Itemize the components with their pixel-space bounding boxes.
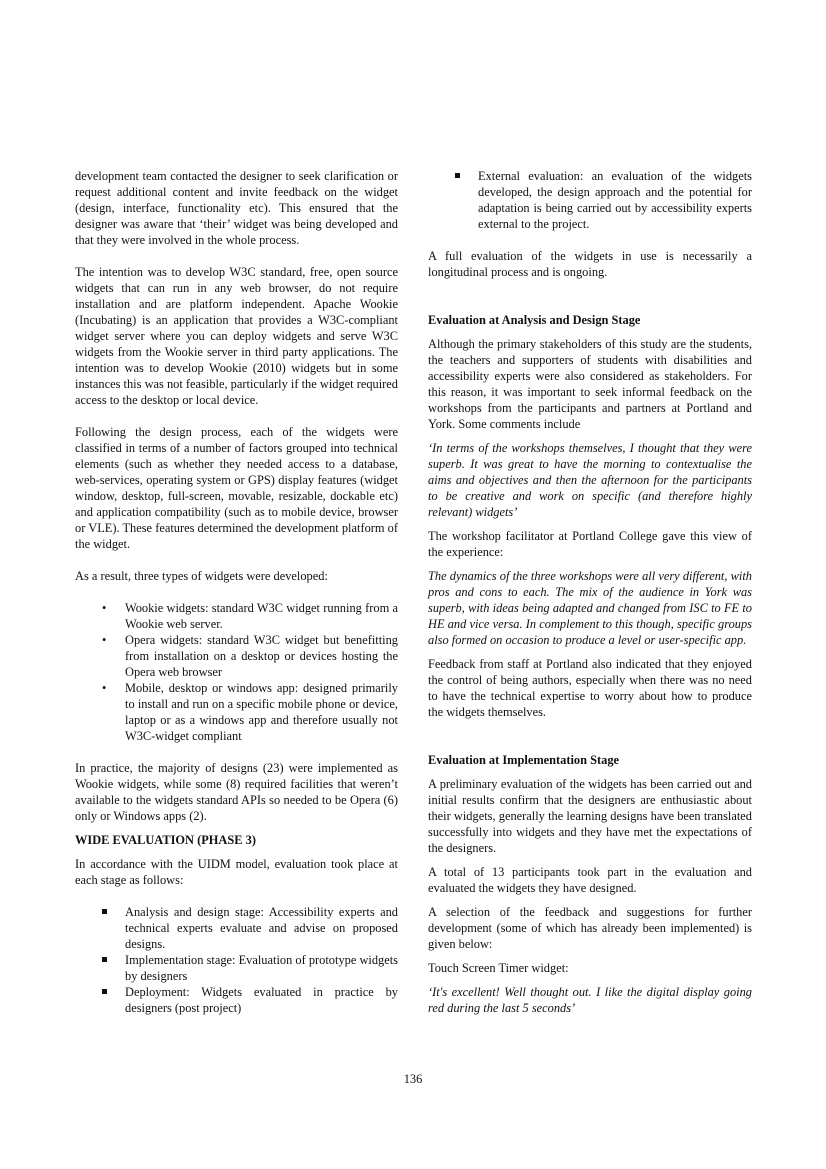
quote: The dynamics of the three workshops were all very different, with pros and cons to each. The mix of the audience in York was superb, with ideas being adapted and changed from ISC to FE to HE and vice versa. In complement to this though, specific groups also formed on occasion to produce a level or user-specific app. (428, 569, 752, 647)
paragraph: The workshop facilitator at Portland College gave this view of the experience: (428, 529, 752, 559)
paragraph: Following the design process, each of the widgets were classified in terms of a number of factors grouped into technical elements (such as whether they needed access to a database, web-services, operating system or GPS) display features (widget window, desktop, full-screen, movable, resizable, dockable etc) and application compatibility (such as to mobile device, browser or VLE). These features determined the development platform of the widget. (75, 425, 398, 551)
list-item: External evaluation: an evaluation of the widgets developed, the design approach and the potential for adaptation is being carried out by accessibility experts external to the project. (428, 168, 752, 232)
paragraph: A full evaluation of the widgets in use is necessarily a longitudinal process and is ongoing. (428, 249, 752, 279)
list-item: Deployment: Widgets evaluated in practice by designers (post project) (75, 984, 398, 1016)
paragraph: In accordance with the UIDM model, evaluation took place at each stage as follows: (75, 857, 398, 887)
widget-types-list (75, 600, 398, 744)
square-bullet-icon (102, 989, 107, 994)
section-heading: WIDE EVALUATION (PHASE 3) (75, 833, 256, 847)
list-item: • Mobile, desktop or windows app: designed primarily to install and run on a specific mobile phone or device, laptop or as a windows app and therefore usually not W3C-widget compliant (102, 681, 398, 743)
paragraph: As a result, three types of widgets were developed: (75, 569, 328, 583)
bullet-icon: • (102, 681, 107, 695)
right-column (428, 168, 752, 1024)
paragraph: Although the primary stakeholders of this study are the students, the teachers and supporters of students with disabilities and accessibility experts were also considered as stakeholders. For this reason, it was important to seek informal feedback on the workshops from the participants and partners at Portland and York. Some comments include (428, 337, 752, 431)
square-bullet-icon (102, 957, 107, 962)
quote: ‘In terms of the workshops themselves, I thought that they were superb. It was great to have the morning to contextualise the aims and objectives and then the afternoon for the participants to be creative and work on specific (and therefore highly relevant) widgets’ (428, 441, 752, 519)
subsection-heading: Evaluation at Implementation Stage (428, 753, 620, 767)
square-bullet-icon (455, 173, 460, 178)
list-item: Implementation stage: Evaluation of prototype widgets by designers (75, 952, 398, 984)
paragraph: A selection of the feedback and suggestions for further development (some of which has already been implemented) is given below: (428, 905, 752, 951)
paragraph: A total of 13 participants took part in the evaluation and evaluated the widgets they have designed. (428, 865, 752, 895)
paragraph: development team contacted the designer to seek clarification or request additional content and invite feedback on the widget (design, interface, functionality etc). This ensured that the designer was aware that ‘their’ widget was being developed and that they were involved in the whole process. (75, 169, 398, 247)
bullet-icon: • (102, 601, 107, 615)
subsection-heading: Evaluation at Analysis and Design Stage (428, 313, 641, 327)
paragraph: Touch Screen Timer widget: (428, 961, 569, 975)
paragraph: The intention was to develop W3C standard, free, open source widgets that can run in any web browser, do not require installation and are platform independent. Apache Wookie (Incubating) is an application that provides a W3C-compliant widget server where you can deploy widgets and serve W3C widgets from the Wookie server in third party applications. The intention was to develop Wookie (2010) widgets but in some instances this was not feasible, particularly if the widget required access to the desktop or local device. (75, 265, 398, 407)
list-item: • Opera widgets: standard W3C widget but benefitting from installation on a desktop or devices hosting the Opera web browser (102, 633, 398, 679)
left-column (75, 168, 398, 1032)
evaluation-stages-list (75, 904, 398, 1016)
evaluation-stages-list-continued (428, 168, 752, 232)
paragraph: A preliminary evaluation of the widgets has been carried out and initial results confirm that the designers are enthusiastic about their widgets, generally the learning designs have been translated successfully into widgets and they have met the expectations of the designers. (428, 777, 752, 855)
paragraph: Feedback from staff at Portland also indicated that they enjoyed the control of being authors, especially when there was no need to have the technical expertise to worry about how to produce the widgets themselves. (428, 657, 752, 719)
page-number: 136 (403, 1072, 423, 1086)
list-item: • Wookie widgets: standard W3C widget running from a Wookie web server. (102, 601, 398, 631)
square-bullet-icon (102, 909, 107, 914)
bullet-icon: • (102, 633, 107, 647)
paragraph: In practice, the majority of designs (23) were implemented as Wookie widgets, while some (8) required facilities that weren’t available to the widgets standard APIs so needed to be Opera (6) only or Windows apps (2). (75, 761, 398, 823)
list-item: Analysis and design stage: Accessibility experts and technical experts evaluate and advise on proposed designs. (75, 904, 398, 952)
quote: ‘It's excellent! Well thought out. I like the digital display going red during the last 5 seconds’ (428, 985, 752, 1015)
